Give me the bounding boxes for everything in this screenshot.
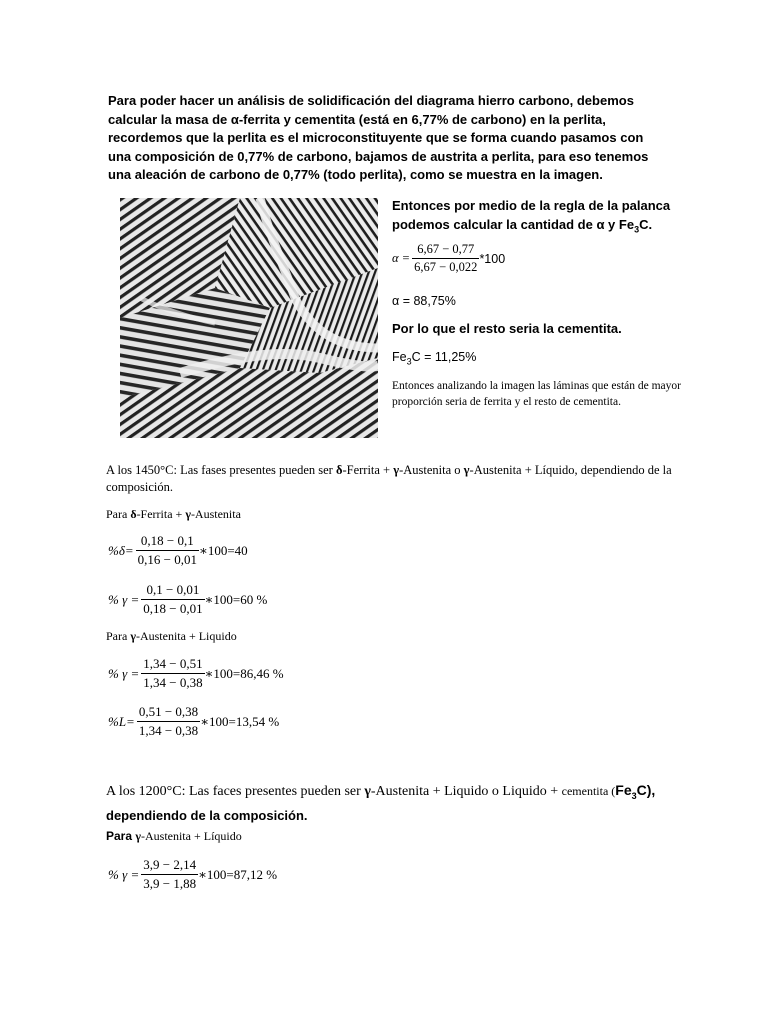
gamma-percent-equation-2: % γ = $\frac{1,34 - 0,51}{1,34 - 0,38}$ ∗100=86,46 % [108, 656, 284, 690]
case-delta-gamma-label: Para δ-Ferrita + γ-Austenita [106, 507, 241, 521]
section-1450-text: A los 1450°C: Las fases presentes pueden ser δ-Ferrita + γ-Austenita o γ-Austenita + Líquido, dependiendo de la composición. [106, 463, 672, 494]
intro-paragraph: Para poder hacer un análisis de solidificación del diagrama hierro carbono, debemos calcular la masa de α-ferrita y cementita (está en 6,77% de carbono) en la perlita, recordemos que la perlita es el microconstituyente que se forma cuando pasamos con una composición de 0,77% de carbono, bajamos de austrita a perlita, para eso tenemos una aleación de carbono de 0,77% (todo perlita), como se muestra en la imagen. [108, 93, 649, 183]
lever-rule-intro: Entonces por medio de la regla de la palanca podemos calcular la cantidad de α y $Fe_3C$. [392, 198, 671, 235]
case-gamma-liquid-label: Para γ-Austenita + Liquido [106, 629, 237, 643]
gamma-percent-equation-3: % γ = $\frac{3,9 - 2,14}{3,9 - 1,88}$ ∗100=87,12 % [108, 857, 278, 891]
delta-percent-equation: %δ= $\frac{0,18 - 0,1}{0,16 - 0,01}$ ∗100=40 [108, 533, 248, 567]
pearlite-micrograph [120, 198, 378, 438]
image-analysis-note: Entonces analizando la imagen las láminas que están de mayor proporción seria de ferrita y el resto de cementita. [392, 380, 681, 408]
section-1200-text: A los 1200°C: Las faces presentes pueden ser γ-Austenita + Liquido o Liquido + cementita $(Fe_3C)$, dependiendo de la composición. [106, 782, 656, 823]
cementite-remainder-text: Por lo que el resto seria la cementita. [392, 321, 622, 336]
fe3c-result: $Fe_3C = 11,25\%$ [392, 350, 477, 367]
gamma-percent-equation-1: % γ = $\frac{0,1 - 0,01}{0,18 - 0,01}$ ∗100=60 % [108, 582, 268, 616]
alpha-result: α = 88,75% [392, 294, 456, 308]
liquid-percent-equation: %L= $\frac{0,51 - 0,38}{1,34 - 0,38}$ ∗100=13,54 % [108, 704, 280, 738]
case-gamma-liquid-label-2: Para γ-Austenita + Líquido [106, 829, 242, 843]
alpha-equation: α = $\frac{6,67 - 0,77}{6,67 - 0,022}$ *100 [392, 242, 506, 274]
